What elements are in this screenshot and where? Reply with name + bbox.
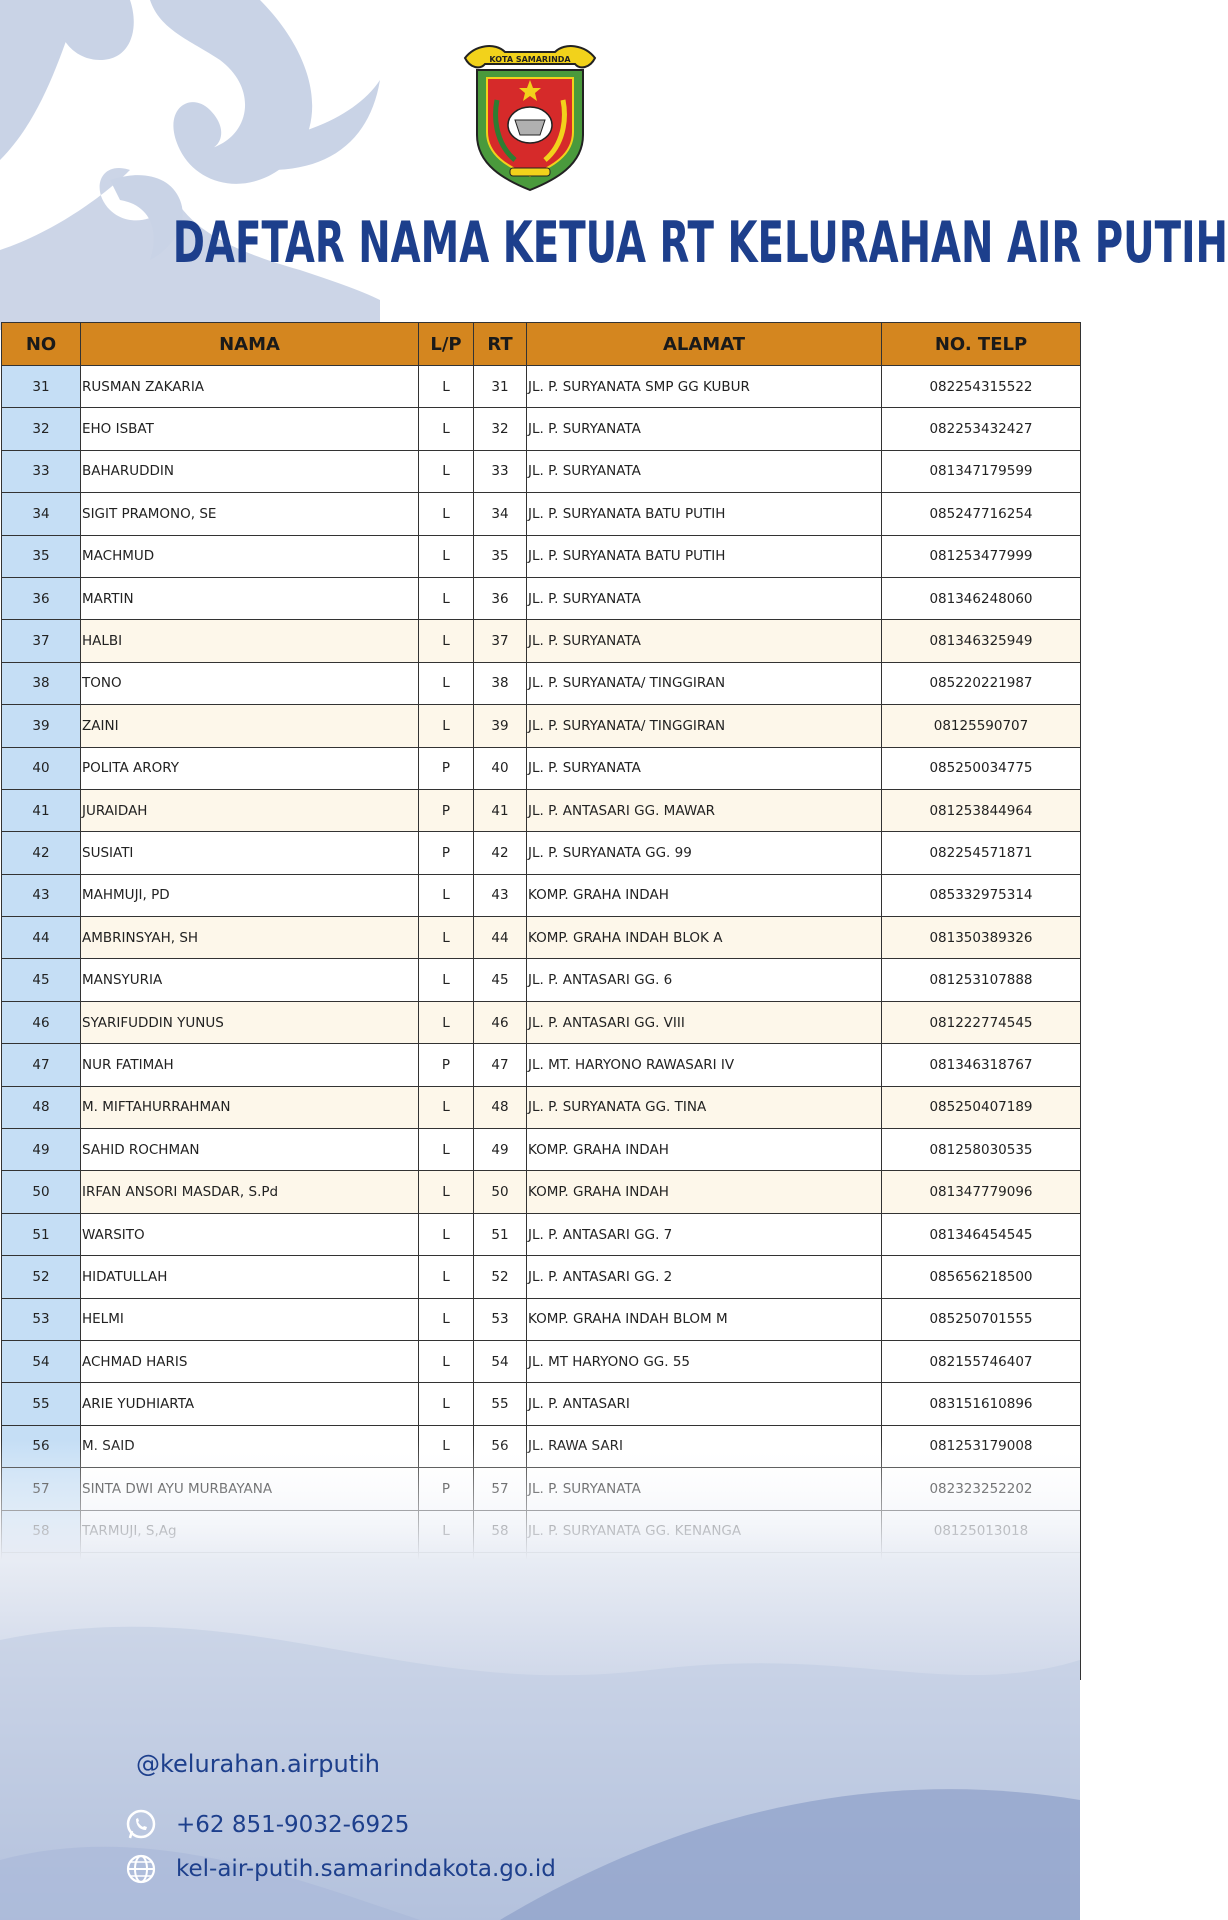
cell-alamat: JL. P. ANTASARI GG. 7: [527, 1213, 882, 1255]
cell-alamat: JL. MT HARYONO GG. 55: [527, 1340, 882, 1382]
table-row: [2, 535, 1081, 577]
cell-no: 40: [2, 747, 81, 789]
header-telp: NO. TELP: [882, 323, 1081, 366]
cell-telp: 081350389326: [882, 917, 1081, 959]
cell-rt: 33: [474, 450, 527, 492]
cell-no: 42: [2, 832, 81, 874]
cell-lp: P: [419, 832, 474, 874]
cell-nama: EHO ISBAT: [81, 408, 419, 450]
cell-alamat: KOMP. GRAHA INDAH BLOK A: [527, 917, 882, 959]
cell-lp: P: [419, 747, 474, 789]
cell-telp: 085220221987: [882, 662, 1081, 704]
cell-nama: JURAIDAH: [81, 789, 419, 831]
cell-telp: 081253844964: [882, 789, 1081, 831]
cell-no: 46: [2, 1001, 81, 1043]
cell-no: 48: [2, 1086, 81, 1128]
table-row: [2, 1001, 1081, 1043]
cell-alamat: JL. P. SURYANATA/ TINGGIRAN: [527, 662, 882, 704]
cell-nama: HIDATULLAH: [81, 1256, 419, 1298]
cell-telp: 082155746407: [882, 1340, 1081, 1382]
header-no: NO: [2, 323, 81, 366]
table-header-row: [2, 323, 1081, 366]
whatsapp-contact[interactable]: [124, 1808, 409, 1842]
cell-no: 43: [2, 874, 81, 916]
cell-telp: 085247716254: [882, 493, 1081, 535]
cell-telp: 081346318767: [882, 1044, 1081, 1086]
cell-telp: 083151610896: [882, 1383, 1081, 1425]
table-row: [2, 450, 1081, 492]
cell-no: 41: [2, 789, 81, 831]
cell-rt: 45: [474, 959, 527, 1001]
cell-nama: IRFAN ANSORI MASDAR, S.Pd: [81, 1171, 419, 1213]
cell-lp: L: [419, 874, 474, 916]
footer-wave-background: [0, 1440, 1080, 1920]
table-row: [2, 620, 1081, 662]
cell-rt: 38: [474, 662, 527, 704]
cell-no: 34: [2, 493, 81, 535]
cell-nama: SAHID ROCHMAN: [81, 1129, 419, 1171]
table-row: [2, 1044, 1081, 1086]
table-row: [2, 917, 1081, 959]
cell-nama: ARIE YUDHIARTA: [81, 1383, 419, 1425]
cell-nama: M. MIFTAHURRAHMAN: [81, 1086, 419, 1128]
cell-nama: ZAINI: [81, 705, 419, 747]
cell-telp: 081347179599: [882, 450, 1081, 492]
table-row: [2, 662, 1081, 704]
cell-lp: L: [419, 1171, 474, 1213]
header-alamat: ALAMAT: [527, 323, 882, 366]
table-row: [2, 1129, 1081, 1171]
cell-alamat: KOMP. GRAHA INDAH: [527, 1171, 882, 1213]
website-link[interactable]: [124, 1852, 556, 1886]
table-row: [2, 493, 1081, 535]
globe-icon: [124, 1852, 158, 1886]
cell-alamat: KOMP. GRAHA INDAH: [527, 1129, 882, 1171]
cell-rt: 35: [474, 535, 527, 577]
cell-rt: 44: [474, 917, 527, 959]
cell-nama: RUSMAN ZAKARIA: [81, 366, 419, 408]
cell-nama: HALBI: [81, 620, 419, 662]
header-lp: L/P: [419, 323, 474, 366]
cell-lp: L: [419, 1340, 474, 1382]
cell-lp: L: [419, 959, 474, 1001]
cell-alamat: JL. P. SURYANATA BATU PUTIH: [527, 493, 882, 535]
cell-telp: 085656218500: [882, 1256, 1081, 1298]
cell-no: 32: [2, 408, 81, 450]
cell-no: 49: [2, 1129, 81, 1171]
cell-nama: MARTIN: [81, 577, 419, 619]
cell-alamat: JL. P. SURYANATA: [527, 620, 882, 662]
cell-telp: 08125590707: [882, 705, 1081, 747]
cell-no: 45: [2, 959, 81, 1001]
table-row: [2, 408, 1081, 450]
cell-telp: 081346454545: [882, 1213, 1081, 1255]
cell-no: 39: [2, 705, 81, 747]
whatsapp-number: +62 851-9032-6925: [176, 1812, 410, 1838]
cell-lp: L: [419, 705, 474, 747]
table-row: [2, 705, 1081, 747]
cell-no: 37: [2, 620, 81, 662]
cell-rt: 46: [474, 1001, 527, 1043]
cell-alamat: JL. P. SURYANATA BATU PUTIH: [527, 535, 882, 577]
cell-rt: 32: [474, 408, 527, 450]
cell-lp: L: [419, 535, 474, 577]
cell-lp: L: [419, 450, 474, 492]
cell-nama: ACHMAD HARIS: [81, 1340, 419, 1382]
cell-lp: L: [419, 366, 474, 408]
cell-no: 38: [2, 662, 81, 704]
cell-alamat: JL. P. SURYANATA GG. TINA: [527, 1086, 882, 1128]
cell-rt: 36: [474, 577, 527, 619]
cell-nama: SUSIATI: [81, 832, 419, 874]
cell-lp: P: [419, 1044, 474, 1086]
kota-samarinda-emblem: [455, 40, 605, 195]
cell-no: 53: [2, 1298, 81, 1340]
page-title: DAFTAR NAMA KETUA RT KELURAHAN AIR PUTIH: [172, 210, 1228, 276]
cell-telp: 081222774545: [882, 1001, 1081, 1043]
cell-lp: L: [419, 1086, 474, 1128]
cell-no: 31: [2, 366, 81, 408]
header-rt: RT: [474, 323, 527, 366]
cell-no: 36: [2, 577, 81, 619]
cell-no: 54: [2, 1340, 81, 1382]
cell-rt: 55: [474, 1383, 527, 1425]
cell-rt: 42: [474, 832, 527, 874]
cell-alamat: JL. P. SURYANATA: [527, 747, 882, 789]
cell-telp: 085250034775: [882, 747, 1081, 789]
cell-telp: 081346248060: [882, 577, 1081, 619]
cell-rt: 51: [474, 1213, 527, 1255]
cell-telp: 081346325949: [882, 620, 1081, 662]
cell-alamat: JL. P. SURYANATA: [527, 408, 882, 450]
table-row: [2, 1086, 1081, 1128]
table-row: [2, 1171, 1081, 1213]
cell-alamat: KOMP. GRAHA INDAH: [527, 874, 882, 916]
cell-nama: WARSITO: [81, 1213, 419, 1255]
cell-lp: L: [419, 620, 474, 662]
cell-alamat: JL. P. SURYANATA/ TINGGIRAN: [527, 705, 882, 747]
cell-lp: L: [419, 1298, 474, 1340]
table-row: [2, 1383, 1081, 1425]
cell-nama: SYARIFUDDIN YUNUS: [81, 1001, 419, 1043]
table-row: [2, 832, 1081, 874]
cell-telp: 081258030535: [882, 1129, 1081, 1171]
cell-rt: 49: [474, 1129, 527, 1171]
cell-no: 44: [2, 917, 81, 959]
cell-nama: SIGIT PRAMONO, SE: [81, 493, 419, 535]
cell-rt: 43: [474, 874, 527, 916]
cell-nama: MANSYURIA: [81, 959, 419, 1001]
cell-lp: L: [419, 662, 474, 704]
cell-nama: HELMI: [81, 1298, 419, 1340]
cell-nama: MACHMUD: [81, 535, 419, 577]
cell-rt: 31: [474, 366, 527, 408]
cell-lp: L: [419, 1213, 474, 1255]
emblem-banner-text: KOTA SAMARINDA: [489, 55, 571, 64]
cell-telp: 081347779096: [882, 1171, 1081, 1213]
cell-nama: AMBRINSYAH, SH: [81, 917, 419, 959]
cell-telp: 085250701555: [882, 1298, 1081, 1340]
table-row: [2, 1340, 1081, 1382]
cell-lp: L: [419, 493, 474, 535]
whatsapp-icon: [124, 1808, 158, 1842]
cell-alamat: JL. P. SURYANATA SMP GG KUBUR: [527, 366, 882, 408]
cell-lp: L: [419, 917, 474, 959]
cell-telp: 085250407189: [882, 1086, 1081, 1128]
cell-telp: 082254315522: [882, 366, 1081, 408]
cell-lp: L: [419, 1129, 474, 1171]
table-row: [2, 577, 1081, 619]
cell-no: 52: [2, 1256, 81, 1298]
cell-alamat: JL. P. SURYANATA: [527, 450, 882, 492]
table-row: [2, 1298, 1081, 1340]
cell-rt: 53: [474, 1298, 527, 1340]
cell-alamat: JL. P. SURYANATA GG. 99: [527, 832, 882, 874]
table-row: [2, 747, 1081, 789]
table-row: [2, 959, 1081, 1001]
cell-no: 35: [2, 535, 81, 577]
cell-no: 55: [2, 1383, 81, 1425]
website-url: kel-air-putih.samarindakota.go.id: [176, 1856, 556, 1882]
cell-nama: TONO: [81, 662, 419, 704]
cell-lp: L: [419, 1001, 474, 1043]
cell-nama: POLITA ARORY: [81, 747, 419, 789]
cell-rt: 47: [474, 1044, 527, 1086]
cell-rt: 41: [474, 789, 527, 831]
cell-alamat: JL. P. ANTASARI: [527, 1383, 882, 1425]
cell-alamat: JL. P. ANTASARI GG. MAWAR: [527, 789, 882, 831]
social-handle[interactable]: @kelurahan.airputih: [136, 1750, 380, 1778]
cell-lp: L: [419, 1383, 474, 1425]
cell-rt: 50: [474, 1171, 527, 1213]
table-row: [2, 1256, 1081, 1298]
cell-lp: L: [419, 1256, 474, 1298]
cell-alamat: KOMP. GRAHA INDAH BLOM M: [527, 1298, 882, 1340]
cell-rt: 52: [474, 1256, 527, 1298]
cell-telp: 082253432427: [882, 408, 1081, 450]
cell-no: 51: [2, 1213, 81, 1255]
cell-rt: 34: [474, 493, 527, 535]
cell-rt: 54: [474, 1340, 527, 1382]
cell-alamat: JL. P. ANTASARI GG. VIII: [527, 1001, 882, 1043]
cell-telp: 085332975314: [882, 874, 1081, 916]
header-nama: NAMA: [81, 323, 419, 366]
table-row: [2, 1213, 1081, 1255]
cell-rt: 39: [474, 705, 527, 747]
cell-rt: 37: [474, 620, 527, 662]
table-row: [2, 789, 1081, 831]
cell-alamat: JL. MT. HARYONO RAWASARI IV: [527, 1044, 882, 1086]
cell-alamat: JL. P. ANTASARI GG. 6: [527, 959, 882, 1001]
cell-lp: L: [419, 577, 474, 619]
cell-alamat: JL. P. ANTASARI GG. 2: [527, 1256, 882, 1298]
cell-alamat: JL. P. SURYANATA: [527, 577, 882, 619]
cell-rt: 40: [474, 747, 527, 789]
cell-lp: P: [419, 789, 474, 831]
table-row: [2, 366, 1081, 408]
cell-telp: 081253107888: [882, 959, 1081, 1001]
cell-rt: 48: [474, 1086, 527, 1128]
cell-no: 47: [2, 1044, 81, 1086]
cell-nama: MAHMUJI, PD: [81, 874, 419, 916]
table-row: [2, 874, 1081, 916]
cell-telp: 081253477999: [882, 535, 1081, 577]
cell-nama: BAHARUDDIN: [81, 450, 419, 492]
cell-no: 33: [2, 450, 81, 492]
cell-nama: NUR FATIMAH: [81, 1044, 419, 1086]
cell-no: 50: [2, 1171, 81, 1213]
cell-lp: L: [419, 408, 474, 450]
cell-telp: 082254571871: [882, 832, 1081, 874]
